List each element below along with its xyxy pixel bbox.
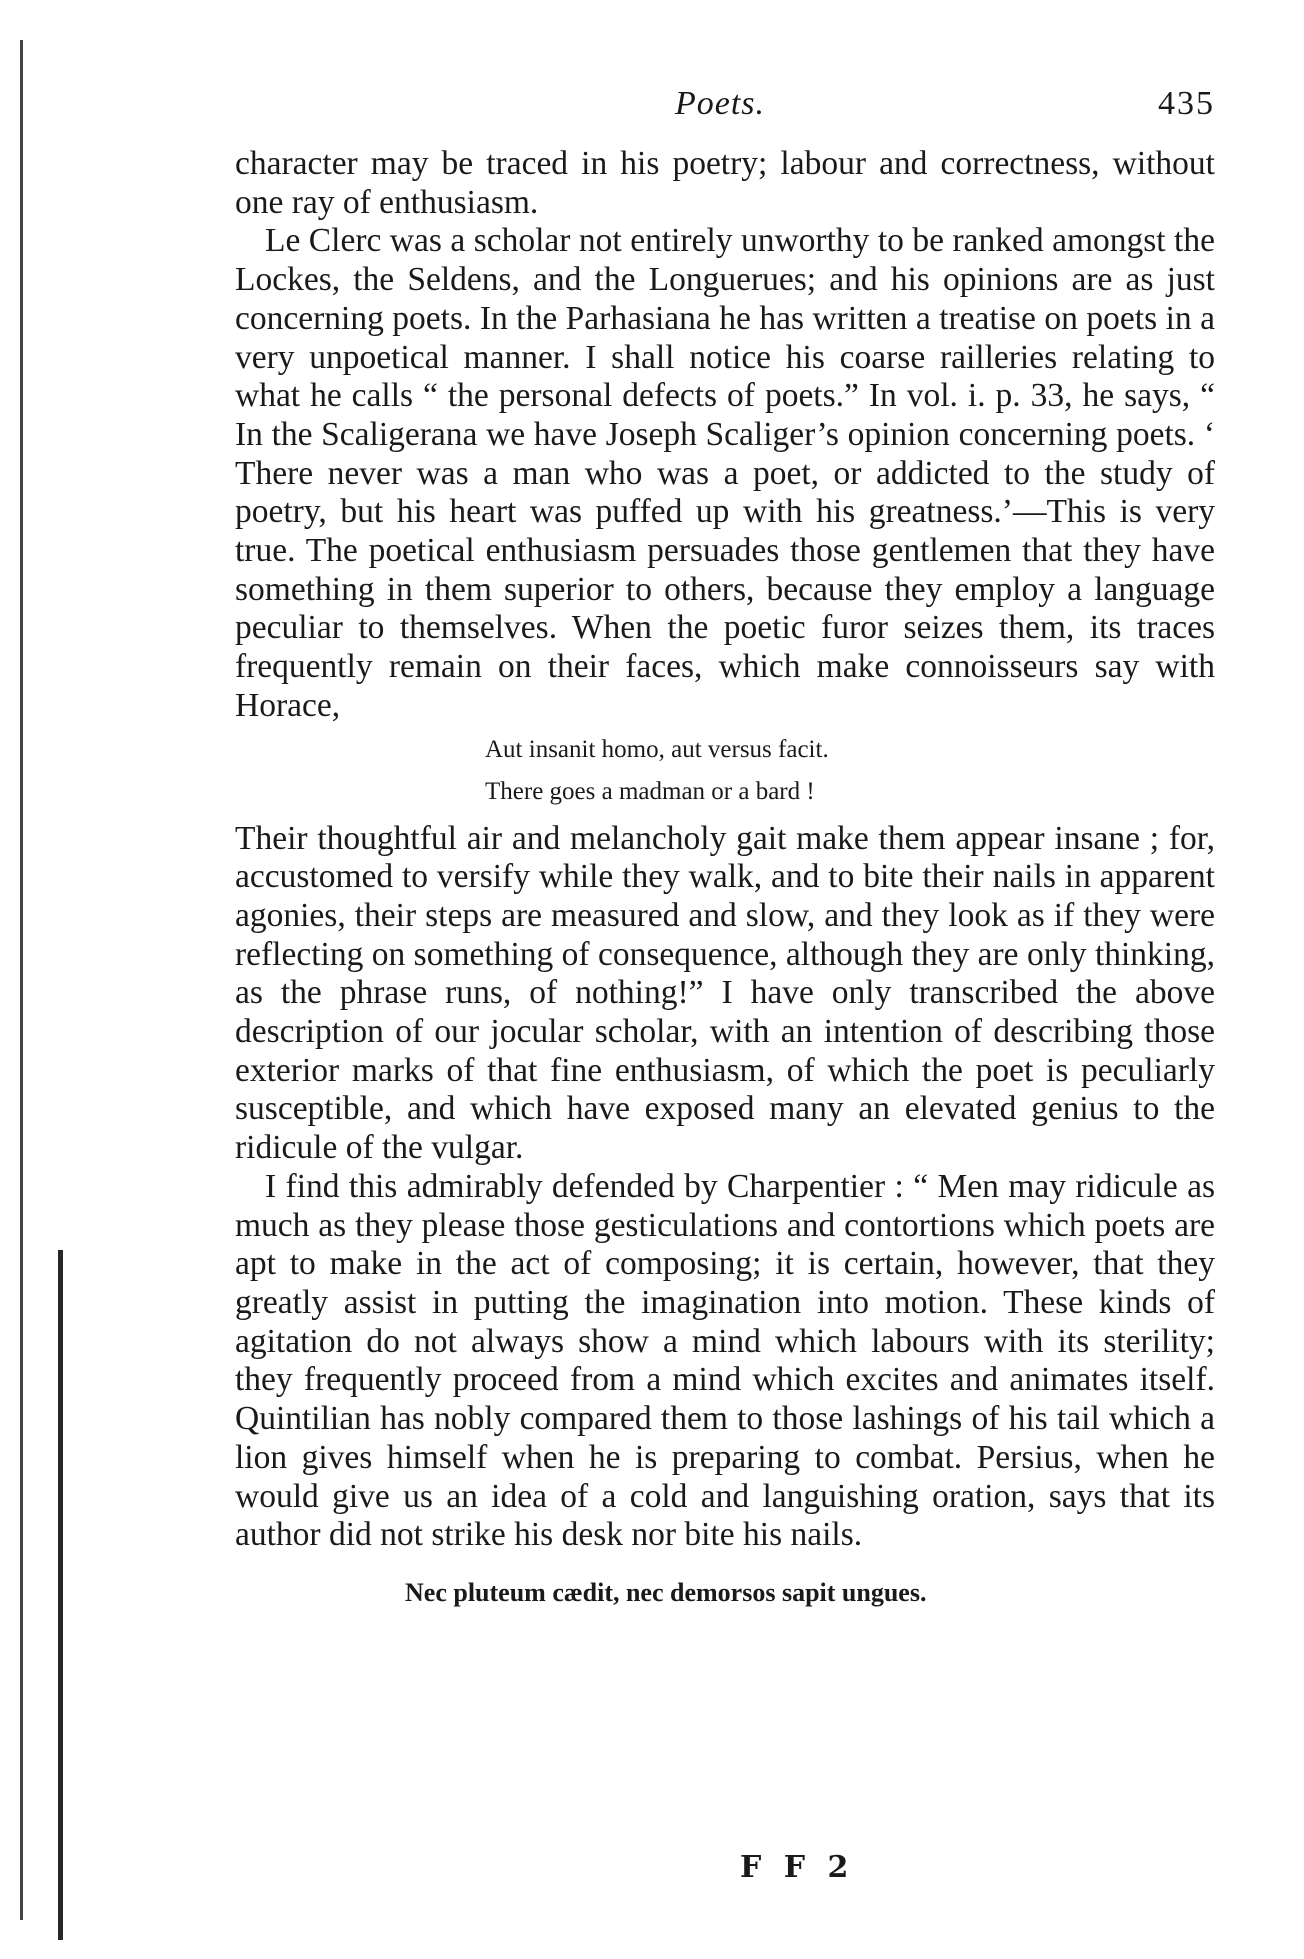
persius-quote: Nec pluteum cædit, nec demorsos sapit ungues. [405, 1577, 927, 1607]
running-title: Poets. [675, 85, 766, 122]
paragraph-2: Le Clerc was a scholar not entirely unworthy to be ranked amongst the Lockes, the Seldens, and the Longuerues; and his opinions are as just concerning poets. In the Parhasiana he has written a treatise on poets in a very unpoetical manner. I shall notice his coarse railleries relating to what he calls “ the personal defects of poets.” In vol. i. p. 33, he says, “ In the Scaligerana we have Joseph Scaliger’s opinion concerning poets. ‘ There never was a man who was a poet, or addicted to the study of poetry, but his heart was puffed up with his greatness.’—This is very true. The poetical enthusiasm persuades those gentlemen that they have something in them superior to others, because they employ a language peculiar to themselves. When the poetic furor seizes them, its traces frequently remain on their faces, which make connoisseurs say with Horace, [235, 222, 1215, 724]
paragraph-4: I find this admirably defended by Charpentier : “ Men may ridicule as much as they please those gesticulations and contortions which poets are apt to make in the act of composing; it is certain, however, that they greatly assist in putting the imagination into motion. These kinds of agitation do not always show a mind which labours with its sterility; they frequently proceed from a mind which excites and animates itself. Quintilian has nobly compared them to those lashings of his tail which a lion gives himself when he is preparing to combat. Persius, when he would give us an idea of a cold and languishing oration, says that its author did not strike his desk nor bite his nails. [235, 1167, 1215, 1554]
signature-mark: F F 2 [740, 1850, 855, 1885]
page-number: 435 [1158, 85, 1215, 122]
running-head [235, 85, 1215, 145]
paragraph-1: character may be traced in his poetry; labour and correctness, without one ray of enthusiasm. [235, 145, 1215, 221]
gutter-line [20, 40, 23, 1920]
scan-gutter [0, 0, 90, 1959]
gutter-binding-shadow [58, 1250, 63, 1940]
latin-quote: Aut insanit homo, aut versus facit. [485, 735, 829, 763]
english-quote: There goes a madman or a bard ! [485, 777, 815, 805]
paragraph-3: Their thoughtful air and melancholy gait make them appear insane ; for, accustomed to versify while they walk, and to bite their nails in apparent agonies, their steps are measured and slow, and they look as if they were reflecting on something of consequence, although they are only thinking, as the phrase runs, of nothing!” I have only transcribed the above description of our jocular scholar, with an intention of describing those exterior marks of that fine enthusiasm, of which the poet is peculiarly susceptible, and which have exposed many an elevated genius to the ridicule of the vulgar. [235, 819, 1215, 1167]
book-page [235, 85, 1215, 1611]
